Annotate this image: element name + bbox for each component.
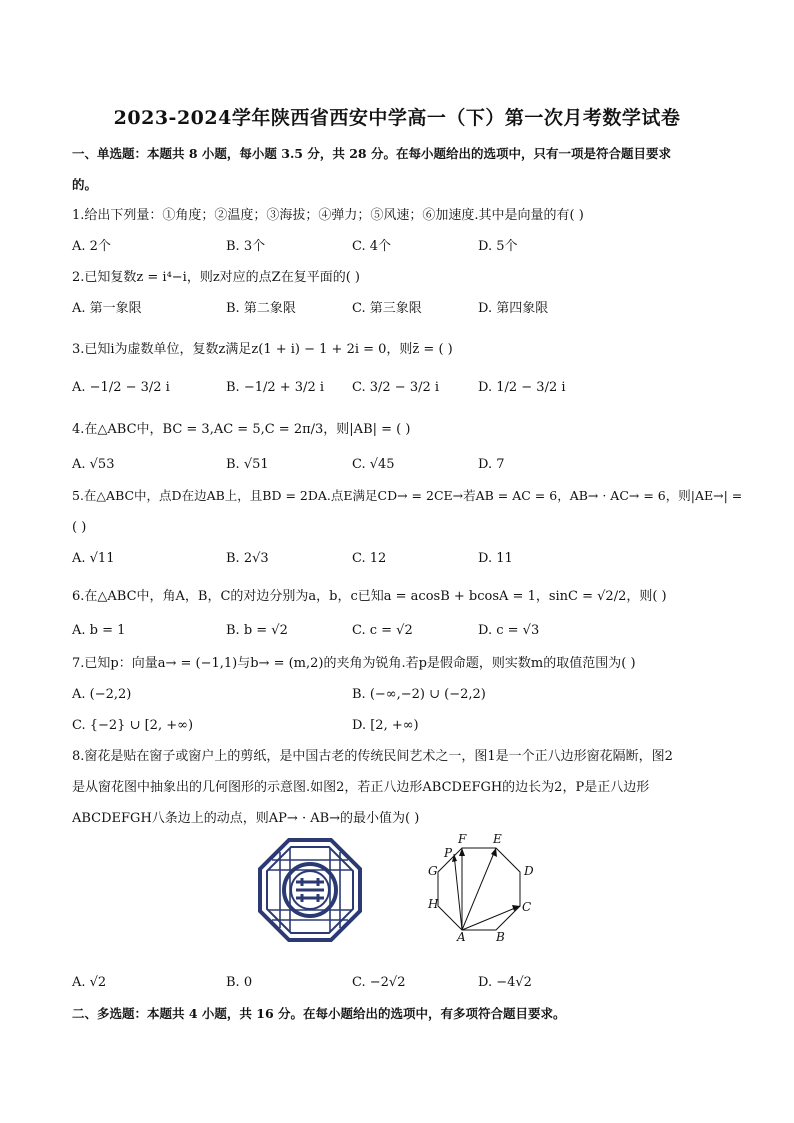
q1-option-d: D. 5个 bbox=[478, 239, 518, 254]
q4-option-c: C. √45 bbox=[352, 457, 395, 472]
question-8-stem-cont: 是从窗花图中抽象出的几何图形的示意图.如图2，若正八边形ABCDEFGH的边长为2，P是正八边形 bbox=[72, 780, 650, 795]
page-title: 2023-2024学年陕西省西安中学高一（下）第一次月考数学试卷 bbox=[113, 107, 681, 129]
q1-option-a: A. 2个 bbox=[72, 239, 111, 254]
q5-option-b: B. 2√3 bbox=[226, 551, 269, 566]
q4-option-a: A. √53 bbox=[72, 457, 115, 472]
question-8-stem: 8.窗花是贴在窗子或窗户上的剪纸，是中国古老的传统民间艺术之一，图1是一个正八边形窗花隔断，图2 bbox=[72, 749, 673, 764]
q5-option-d: D. 11 bbox=[478, 551, 513, 566]
question-3-stem: 3.已知i为虚数单位，复数z满足z(1 + i) − 1 + 2i = 0，则z̄ = ( ) bbox=[72, 342, 453, 357]
question-7-stem: 7.已知p：向量a→ = (−1,1)与b→ = (m,2)的夹角为锐角.若p是假命题，则实数m的取值范围为( ) bbox=[72, 656, 636, 671]
section-1-header: 一、单选题：本题共 8 小题，每小题 3.5 分，共 28 分。在每小题给出的选项中，只有一项是符合题目要求 bbox=[72, 146, 671, 161]
vertex-label-b: B bbox=[496, 930, 505, 942]
q2-option-c: C. 第三象限 bbox=[352, 301, 422, 316]
q4-option-b: B. √51 bbox=[226, 457, 269, 472]
q8-option-d: D. −4√2 bbox=[478, 975, 532, 990]
q2-option-a: A. 第一象限 bbox=[72, 301, 142, 316]
q7-option-b: B. (−∞,−2) ∪ (−2,2) bbox=[352, 687, 486, 702]
vertex-label-h: H bbox=[428, 897, 439, 911]
octagon-vector-diagram bbox=[420, 826, 550, 942]
q6-option-b: B. b = √2 bbox=[226, 623, 288, 638]
question-8-stem-end: ABCDEFGH八条边上的动点，则AP→ · AB→的最小值为( ) bbox=[72, 811, 420, 826]
q7-option-c: C. {−2} ∪ [2, +∞) bbox=[72, 718, 194, 733]
q1-option-c: C. 4个 bbox=[352, 239, 392, 254]
vertex-label-f: F bbox=[458, 832, 467, 846]
q2-option-b: B. 第二象限 bbox=[226, 301, 296, 316]
q8-option-b: B. 0 bbox=[226, 975, 253, 990]
q7-option-d: D. [2, +∞) bbox=[352, 718, 419, 733]
q3-option-c: C. 3/2 − 3/2 i bbox=[352, 380, 440, 395]
octagon-window-image bbox=[258, 838, 362, 942]
q6-option-c: C. c = √2 bbox=[352, 623, 413, 638]
q2-option-d: D. 第四象限 bbox=[478, 301, 549, 316]
q8-option-c: C. −2√2 bbox=[352, 975, 406, 990]
q7-option-a: A. (−2,2) bbox=[72, 687, 132, 702]
q6-option-d: D. c = √3 bbox=[478, 623, 540, 638]
q8-option-a: A. √2 bbox=[72, 975, 107, 990]
vertex-label-c: C bbox=[522, 900, 532, 914]
vertex-label-e: E bbox=[493, 832, 502, 846]
vertex-label-d: D bbox=[524, 864, 534, 878]
question-2-stem: 2.已知复数z = i⁴−i，则z对应的点Z在复平面的( ) bbox=[72, 270, 360, 285]
point-label-p: P bbox=[444, 846, 453, 860]
q1-option-b: B. 3个 bbox=[226, 239, 266, 254]
question-5-stem-cont: ( ) bbox=[72, 520, 87, 535]
question-4-stem: 4.在△ABC中，BC = 3,AC = 5,C = 2π/3，则|AB| = ( ) bbox=[72, 422, 411, 437]
question-5-stem: 5.在△ABC中，点D在边AB上，且BD = 2DA.点E满足CD→ = 2CE→若AB = AC = 6，AB→ · AC→ = 6，则|AE→| = bbox=[72, 488, 743, 503]
vertex-label-g: G bbox=[428, 864, 438, 878]
question-6-stem: 6.在△ABC中，角A，B，C的对边分别为a，b，c已知a = acosB + bcosA = 1，sinC = √2/2，则( ) bbox=[72, 589, 667, 604]
q6-option-a: A. b = 1 bbox=[72, 623, 126, 638]
section-1-header-cont: 的。 bbox=[72, 177, 98, 192]
question-1-stem: 1.给出下列量：①角度；②温度；③海拔；④弹力；⑤风速；⑥加速度.其中是向量的有( ) bbox=[72, 208, 584, 223]
section-2-header: 二、多选题：本题共 4 小题，共 16 分。在每小题给出的选项中，有多项符合题目要求。 bbox=[72, 1006, 566, 1021]
q5-option-a: A. √11 bbox=[72, 551, 115, 566]
vertex-label-a: A bbox=[457, 930, 466, 942]
q5-option-c: C. 12 bbox=[352, 551, 387, 566]
q3-option-a: A. −1/2 − 3/2 i bbox=[72, 380, 170, 395]
q3-option-d: D. 1/2 − 3/2 i bbox=[478, 380, 566, 395]
q3-option-b: B. −1/2 + 3/2 i bbox=[226, 380, 325, 395]
q4-option-d: D. 7 bbox=[478, 457, 505, 472]
